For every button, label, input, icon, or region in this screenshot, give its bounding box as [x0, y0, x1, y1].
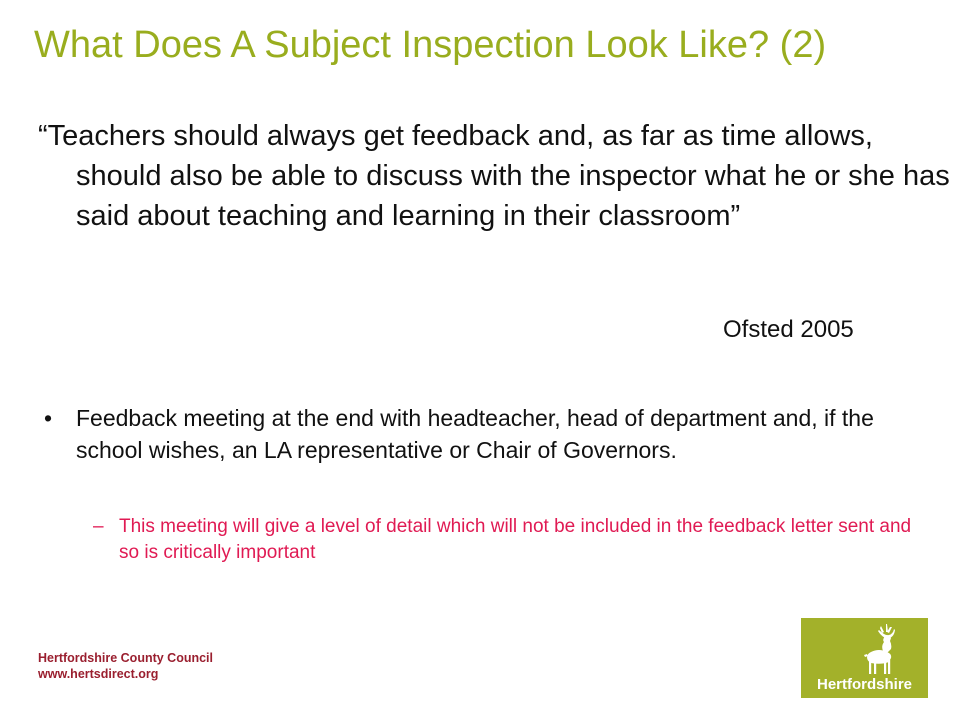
quote-text: “Teachers should always get feedback and, as far as time allows, should also be able to discuss with the inspector what he or she has said about teaching and learning in their classroom” [38, 120, 950, 232]
logo-text: Hertfordshire [816, 676, 913, 693]
footer [38, 650, 213, 682]
bullet-marker: • [44, 405, 53, 431]
hertfordshire-logo [801, 618, 928, 698]
footer-org: Hertfordshire County Council [38, 651, 214, 665]
footer-url: www.hertsdirect.org [38, 667, 159, 681]
bullet-text: Feedback meeting at the end with headteacher, head of department and, if the school wishes, an LA representative or Chair of Governors. [76, 405, 874, 463]
quote-source: Ofsted 2005 [723, 316, 854, 343]
subbullet-text: This meeting will give a level of detail which will not be included in the feedback letter sent and so is critically important [119, 516, 912, 563]
bullet-item [44, 402, 924, 466]
subbullet-item [93, 514, 923, 566]
subbullet-marker: – [93, 516, 104, 537]
slide-title: What Does A Subject Inspection Look Like? (2) [34, 24, 827, 66]
